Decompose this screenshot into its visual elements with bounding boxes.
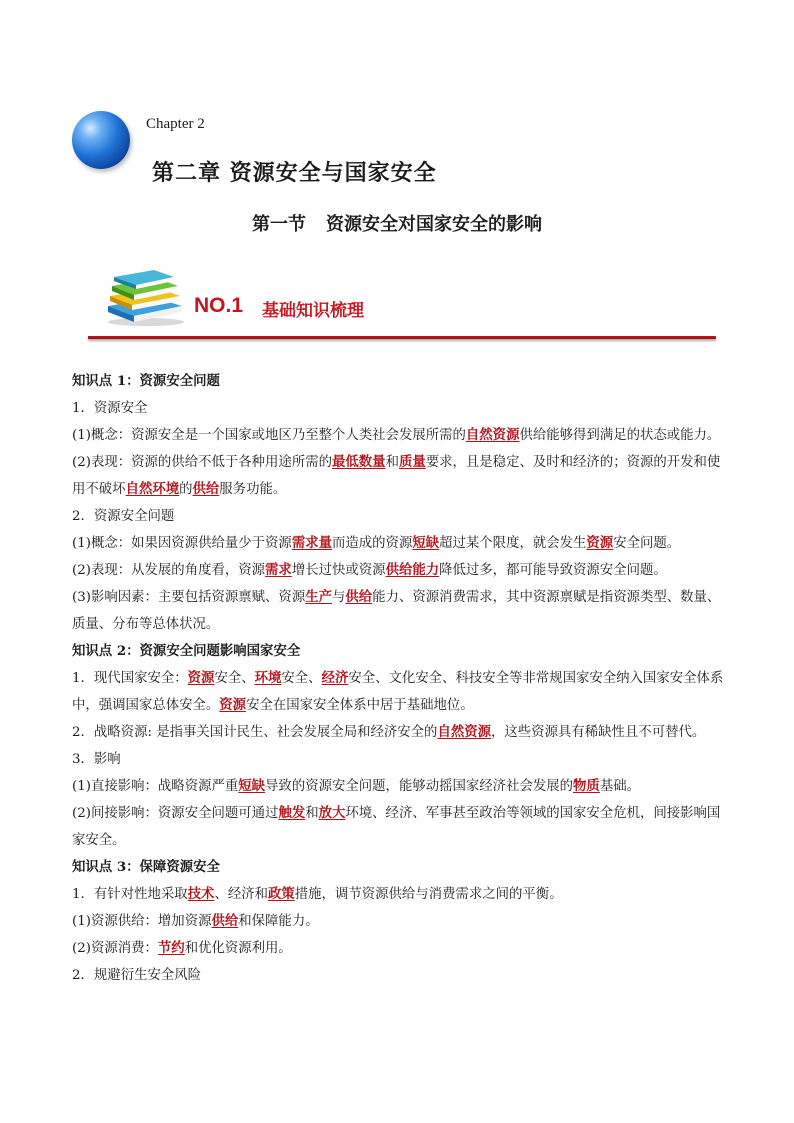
knowledge-point-title: 知识点 1：资源安全问题 [72,373,220,389]
paragraph: (3)影响因素：主要包括资源禀赋、资源生产与供给能力、资源消费需求，其中资源禀赋是指资源类型、数量、质量、分布等总体状况。 [72,589,721,632]
keyword: 需求量 [291,535,332,551]
section-label: 第一节 [252,214,306,235]
paragraph: 2．战略资源: 是指事关国计民生、社会发展全局和经济安全的自然资源，这些资源具有稀缺性且不可替代。 [72,724,706,740]
keyword: 供给 [192,481,220,497]
paragraph: (1)概念：资源安全是一个国家或地区乃至整个人类社会发展所需的自然资源供给能够得到满足的状态或能力。 [72,427,721,443]
keyword: 最低数量 [332,454,386,470]
paragraph: (2)间接影响：资源安全问题可通过触发和放大环境、经济、军事甚至政治等领域的国家安全危机，间接影响国家安全。 [72,805,721,848]
keyword: 物质 [573,778,600,794]
keyword: 触发 [278,805,306,821]
paragraph: (1)概念：如果因资源供给量少于资源需求量而造成的资源短缺超过某个限度，就会发生资源安全问题。 [72,535,681,551]
knowledge-point-title: 知识点 3：保障资源安全 [72,859,220,875]
chapter-title: 第二章 资源安全与国家安全 [152,160,437,186]
keyword: 自然环境 [125,481,180,497]
paragraph: (2)表现：资源的供给不低于各种用途所需的最低数量和质量要求，且是稳定、及时和经济的；资源的开发和使用不破坏自然环境的供给服务功能。 [72,454,721,497]
keyword: 供给 [345,589,373,605]
books-icon [104,268,186,326]
keyword: 政策 [268,886,295,902]
paragraph: 1．现代国家安全：资源安全、环境安全、经济安全、文化安全、科技安全等非常规国家安全纳入国家安全体系中，强调国家总体安全。资源安全在国家安全体系中居于基础地位。 [72,670,724,713]
banner-subtitle: 基础知识梳理 [262,301,364,321]
subheading: 2．规避衍生安全风险 [72,968,202,983]
section-name: 资源安全对国家安全的影响 [326,214,542,235]
paragraph: (1)直接影响：战略资源严重短缺导致的资源安全问题，能够动摇国家经济社会发展的物质基础。 [72,778,640,794]
keyword: 资源 [219,697,247,713]
keyword: 生产 [305,589,332,605]
paragraph: (2)资源消费：节约和优化资源利用。 [72,940,292,956]
keyword: 短缺 [412,535,440,551]
keyword: 技术 [187,886,215,902]
keyword: 质量 [398,454,426,470]
subheading: 2．资源安全问题 [72,509,175,524]
knowledge-point-title: 知识点 2：资源安全问题影响国家安全 [72,643,301,659]
keyword: 环境 [254,670,282,686]
paragraph: (1)资源供给：增加资源供给和保障能力。 [72,913,319,929]
paragraph: 1．有针对性地采取技术、经济和政策措施，调节资源供给与消费需求之间的平衡。 [72,886,563,902]
section-banner [104,268,404,328]
keyword: 放大 [318,805,346,821]
keyword: 自然资源 [465,427,520,443]
main-content [72,368,724,989]
banner-number: NO.1 [194,294,244,317]
keyword: 资源 [187,670,215,686]
keyword: 供给能力 [385,562,440,578]
keyword: 节约 [157,940,185,956]
keyword: 经济 [321,670,349,686]
keyword: 需求 [265,562,292,578]
keyword: 资源 [586,535,614,551]
subheading: 3．影响 [72,752,121,767]
divider [88,336,716,339]
section-title [0,210,794,236]
keyword: 短缺 [238,778,266,794]
keyword: 供给 [211,913,239,929]
paragraph: (2)表现：从发展的角度看，资源需求增长过快或资源供给能力降低过多，都可能导致资源安全问题。 [72,562,667,578]
keyword: 自然资源 [437,724,492,740]
chapter-label: Chapter 2 [146,116,205,132]
globe-icon [72,111,130,169]
subheading: 1．资源安全 [72,401,148,416]
